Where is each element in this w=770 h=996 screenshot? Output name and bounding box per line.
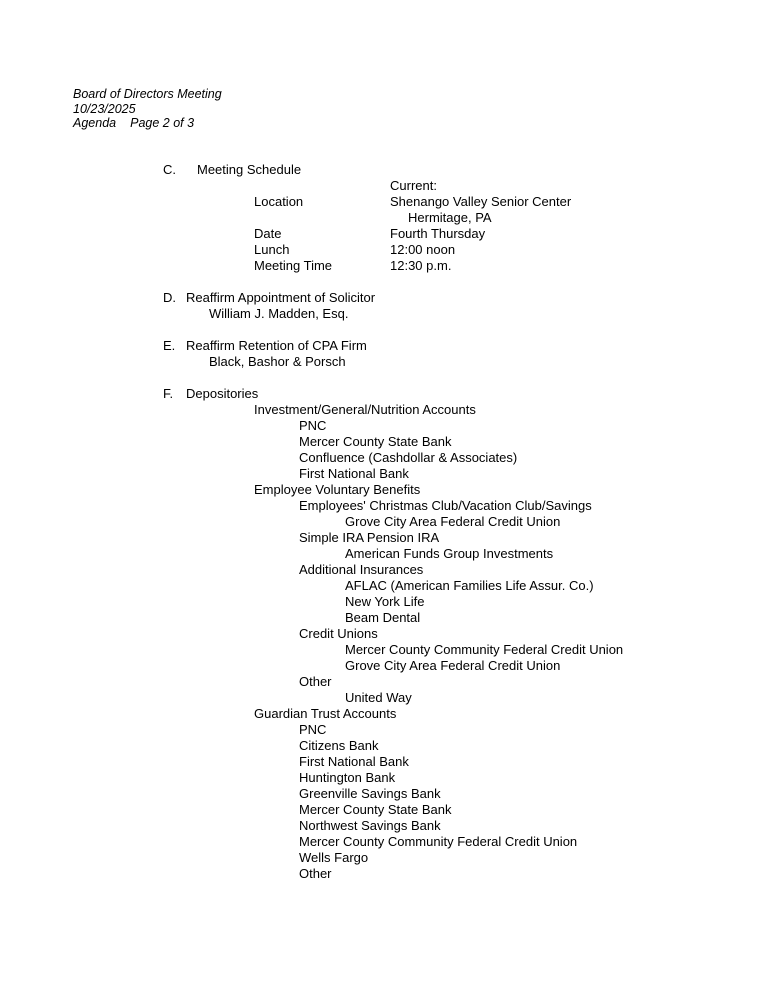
section-d-title: Reaffirm Appointment of Solicitor <box>186 290 376 305</box>
depository-item: United Way <box>345 690 412 705</box>
depository-subcategory: Credit Unions <box>299 626 378 641</box>
depository-item: Mercer County State Bank <box>299 802 452 817</box>
depository-item: Grove City Area Federal Credit Union <box>345 658 561 673</box>
depository-item: First National Bank <box>299 754 409 769</box>
depository-subcategory: Simple IRA Pension IRA <box>299 530 440 545</box>
schedule-current-label: Current: <box>390 178 437 193</box>
depository-item: Beam Dental <box>345 610 421 625</box>
schedule-value-meeting-time: 12:30 p.m. <box>390 258 452 273</box>
depository-item: Mercer County State Bank <box>299 434 452 449</box>
header-page-info <box>73 116 222 131</box>
section-c-title: Meeting Schedule <box>197 162 302 177</box>
schedule-label-location: Location <box>254 194 304 209</box>
depository-item: Greenville Savings Bank <box>299 786 441 801</box>
page-header <box>73 87 222 131</box>
depository-item: Other <box>299 866 332 881</box>
depository-item: Confluence (Cashdollar & Associates) <box>299 450 518 465</box>
header-meeting-title: Board of Directors Meeting <box>73 87 222 101</box>
depository-item: American Funds Group Investments <box>345 546 554 561</box>
header-page-number: Page 2 of 3 <box>130 116 195 130</box>
depository-subcategory: Other <box>299 674 332 689</box>
depository-item: Wells Fargo <box>299 850 369 865</box>
depository-category: Investment/General/Nutrition Accounts <box>254 402 476 417</box>
depository-item: Northwest Savings Bank <box>299 818 441 833</box>
depository-item: New York Life <box>345 594 425 609</box>
schedule-value-city: Hermitage, PA <box>408 210 492 225</box>
depository-item: First National Bank <box>299 466 409 481</box>
section-f-letter: F. <box>163 386 174 401</box>
section-d-letter: D. <box>163 290 176 305</box>
header-agenda-label: Agenda <box>73 116 117 130</box>
section-e-title: Reaffirm Retention of CPA Firm <box>186 338 367 353</box>
schedule-label-date: Date <box>254 226 282 241</box>
section-f-title: Depositories <box>186 386 259 401</box>
section-c-letter: C. <box>163 162 176 177</box>
depository-item: Grove City Area Federal Credit Union <box>345 514 561 529</box>
schedule-label-meeting-time: Meeting Time <box>254 258 333 273</box>
depository-subcategory: Employees' Christmas Club/Vacation Club/Savings <box>299 498 592 513</box>
section-e-detail: Black, Bashor & Porsch <box>209 354 346 369</box>
depository-category: Employee Voluntary Benefits <box>254 482 421 497</box>
depository-item: Citizens Bank <box>299 738 379 753</box>
schedule-value-location: Shenango Valley Senior Center <box>390 194 572 209</box>
schedule-value-date: Fourth Thursday <box>390 226 486 241</box>
depository-category: Guardian Trust Accounts <box>254 706 397 721</box>
depository-item: PNC <box>299 722 327 737</box>
depository-subcategory: Additional Insurances <box>299 562 424 577</box>
schedule-value-lunch: 12:00 noon <box>390 242 456 257</box>
depository-item: Mercer County Community Federal Credit Union <box>299 834 578 849</box>
depository-item: PNC <box>299 418 327 433</box>
depository-item: Huntington Bank <box>299 770 396 785</box>
header-date: 10/23/2025 <box>73 101 136 116</box>
depository-item: AFLAC (American Families Life Assur. Co.) <box>345 578 594 593</box>
section-d-detail: William J. Madden, Esq. <box>209 306 349 321</box>
section-e-letter: E. <box>163 338 176 353</box>
schedule-label-lunch: Lunch <box>254 242 290 257</box>
depository-item: Mercer County Community Federal Credit Union <box>345 642 624 657</box>
